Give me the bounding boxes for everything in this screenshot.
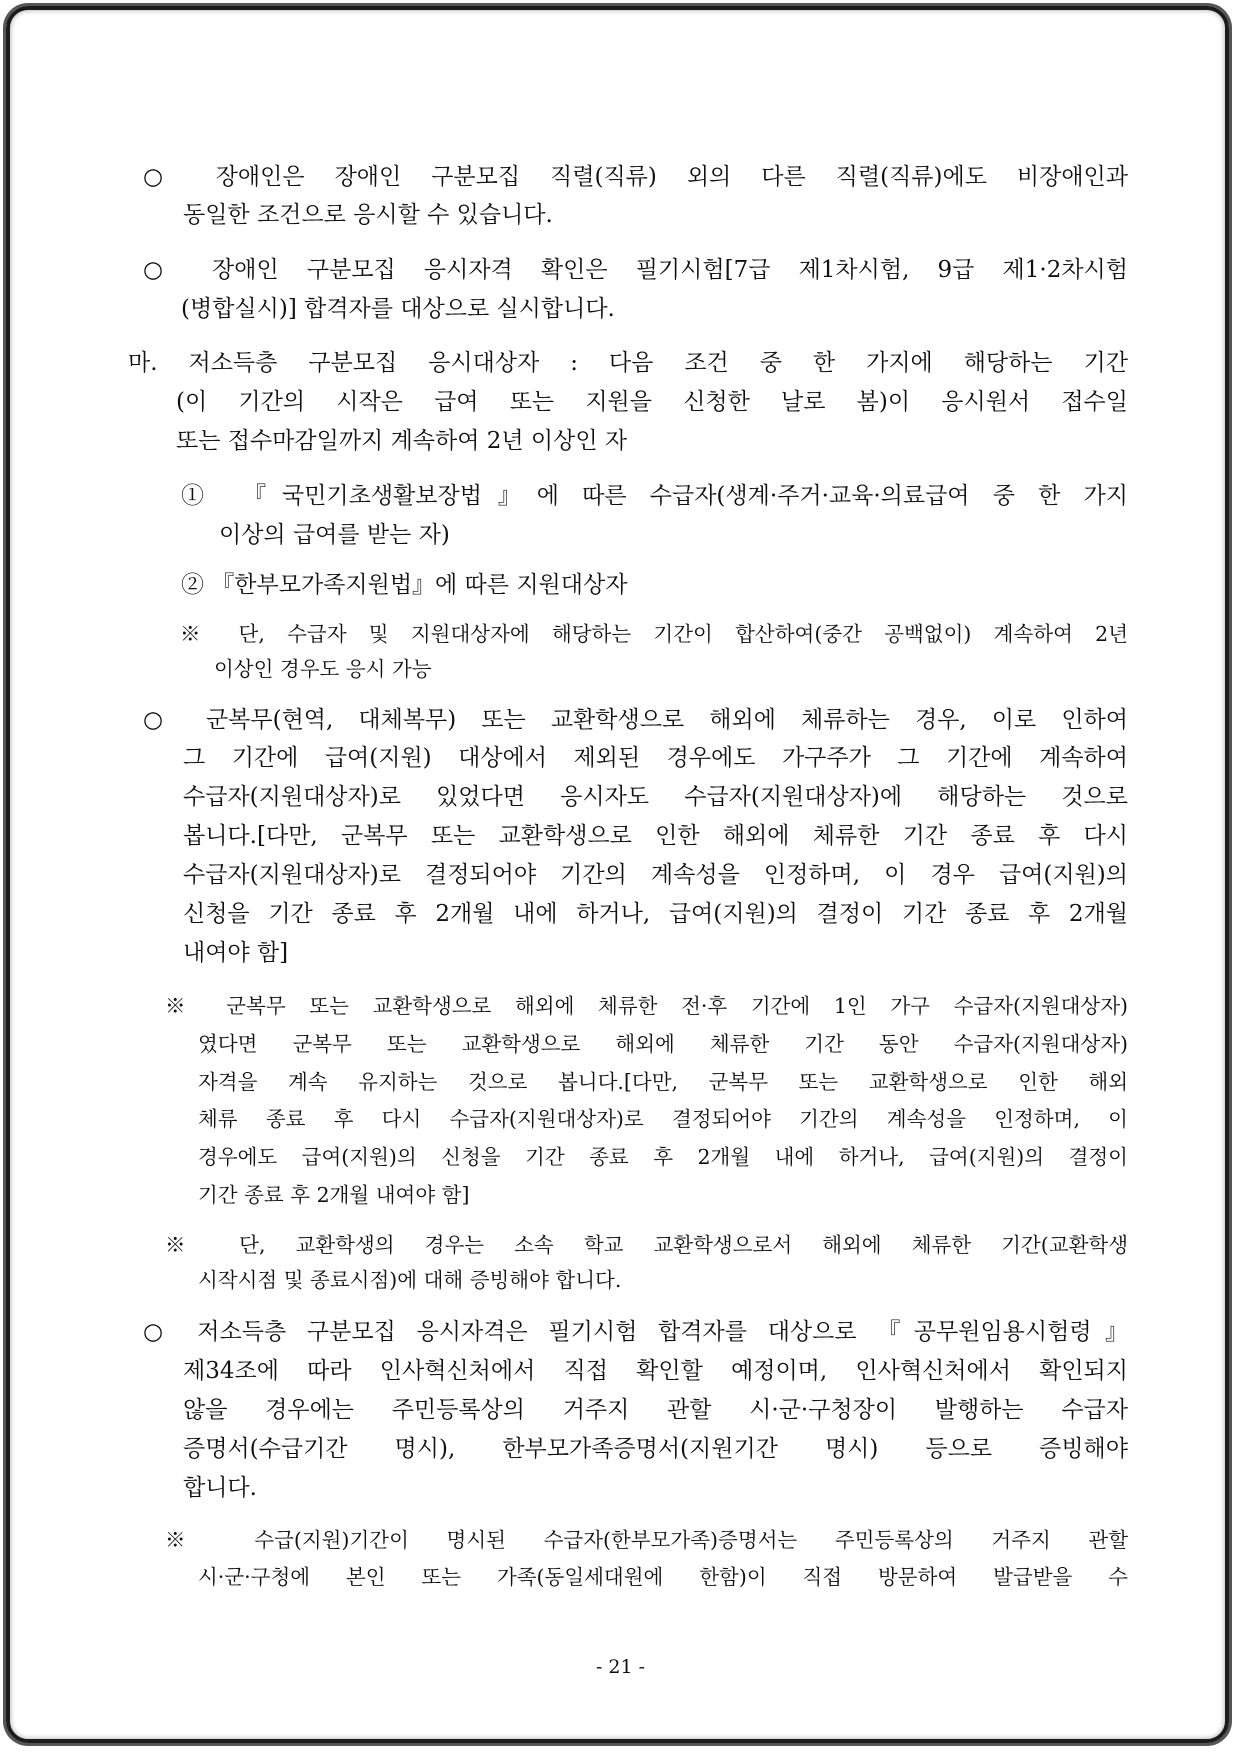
text-line: 수급자(지원대상자)로 있었다면 응시자도 수급자(지원대상자)에 해당하는 것으로 [183, 784, 1128, 810]
text-line: 제34조에 따라 인사혁신처에서 직접 확인할 예정이며, 인사혁신처에서 확인되지 [183, 1358, 1128, 1384]
text-line: 이상인 경우도 응시 가능 [214, 657, 432, 681]
text-line: 자격을 계속 유지하는 것으로 봅니다.[다만, 군복무 또는 교환학생으로 인한 해외 [198, 1070, 1128, 1094]
text-line: 증명서(수급기간 명시), 한부모가족증명서(지원기간 명시) 등으로 증빙해야 [183, 1436, 1128, 1462]
text-line: 기간 종료 후 2개월 내여야 함] [198, 1183, 470, 1207]
text-line: ○ 군복무(현역, 대체복무) 또는 교환학생으로 해외에 체류하는 경우, 이로 인하여 [143, 707, 1128, 733]
text-line: 였다면 군복무 또는 교환학생으로 해외에 체류한 기간 동안 수급자(지원대상자) [198, 1032, 1128, 1056]
text-line: 이상의 급여를 받는 자) [219, 522, 450, 548]
text-line: 합니다. [183, 1475, 257, 1501]
text-line: 경우에도 급여(지원)의 신청을 기간 종료 후 2개월 내에 하거나, 급여(지원)의 결정이 [198, 1145, 1128, 1169]
text-line: ○ 저소득층 구분모집 응시자격은 필기시험 합격자를 대상으로 『공무원임용시험령』 [143, 1319, 1128, 1345]
text-line: ※ 단, 교환학생의 경우는 소속 학교 교환학생으로서 해외에 체류한 기간(교환학생 [165, 1233, 1128, 1257]
text-line: 수급자(지원대상자)로 결정되어야 기간의 계속성을 인정하며, 이 경우 급여(지원)의 [183, 862, 1128, 888]
text-line: 시·군·구청에 본인 또는 가족(동일세대원에 한함)이 직접 방문하여 발급받을 수 [198, 1565, 1128, 1589]
text-line: ※ 단, 수급자 및 지원대상자에 해당하는 기간이 합산하여(중간 공백없이) 계속하여 2년 [180, 622, 1128, 646]
text-line: 시작시점 및 종료시점)에 대해 증빙해야 합니다. [198, 1268, 622, 1292]
text-line: 마. 저소득층 구분모집 응시대상자 : 다음 조건 중 한 가지에 해당하는 기간 [128, 350, 1128, 376]
text-line: 봅니다.[다만, 군복무 또는 교환학생으로 인한 해외에 체류한 기간 종료 후 다시 [183, 823, 1128, 849]
text-line: ※ 군복무 또는 교환학생으로 해외에 체류한 전·후 기간에 1인 가구 수급자(지원대상자) [165, 994, 1128, 1018]
text-line: 체류 종료 후 다시 수급자(지원대상자)로 결정되어야 기간의 계속성을 인정하며, 이 [198, 1107, 1128, 1131]
text-line: 내여야 함] [183, 940, 289, 966]
text-line: 동일한 조건으로 응시할 수 있습니다. [183, 202, 553, 228]
text-line: ○ 장애인 구분모집 응시자격 확인은 필기시험[7급 제1차시험, 9급 제1·2차시험 [143, 257, 1128, 283]
text-line: ※ 수급(지원)기간이 명시된 수급자(한부모가족)증명서는 주민등록상의 거주지 관할 [165, 1528, 1128, 1552]
text-line: (병합실시)] 합격자를 대상으로 실시합니다. [181, 296, 615, 322]
text-line: ○ 장애인은 장애인 구분모집 직렬(직류) 외의 다른 직렬(직류)에도 비장애인과 [143, 164, 1128, 190]
text-line: ② 『한부모가족지원법』에 따른 지원대상자 [181, 572, 628, 598]
text-line: 않을 경우에는 주민등록상의 거주지 관할 시·군·구청장이 발행하는 수급자 [183, 1397, 1128, 1423]
text-line: (이 기간의 시작은 급여 또는 지원을 신청한 날로 봄)이 응시원서 접수일 [176, 389, 1128, 415]
text-line: 신청을 기간 종료 후 2개월 내에 하거나, 급여(지원)의 결정이 기간 종료 후 2개월 [183, 901, 1128, 927]
text-line: 그 기간에 급여(지원) 대상에서 제외된 경우에도 가구주가 그 기간에 계속하여 [183, 745, 1128, 771]
page-number: - 21 - [595, 1656, 646, 1678]
text-line: ① 『국민기초생활보장법』에 따른 수급자(생계·주거·교육·의료급여 중 한 가지 [181, 483, 1128, 509]
text-line: 또는 접수마감일까지 계속하여 2년 이상인 자 [176, 428, 628, 454]
